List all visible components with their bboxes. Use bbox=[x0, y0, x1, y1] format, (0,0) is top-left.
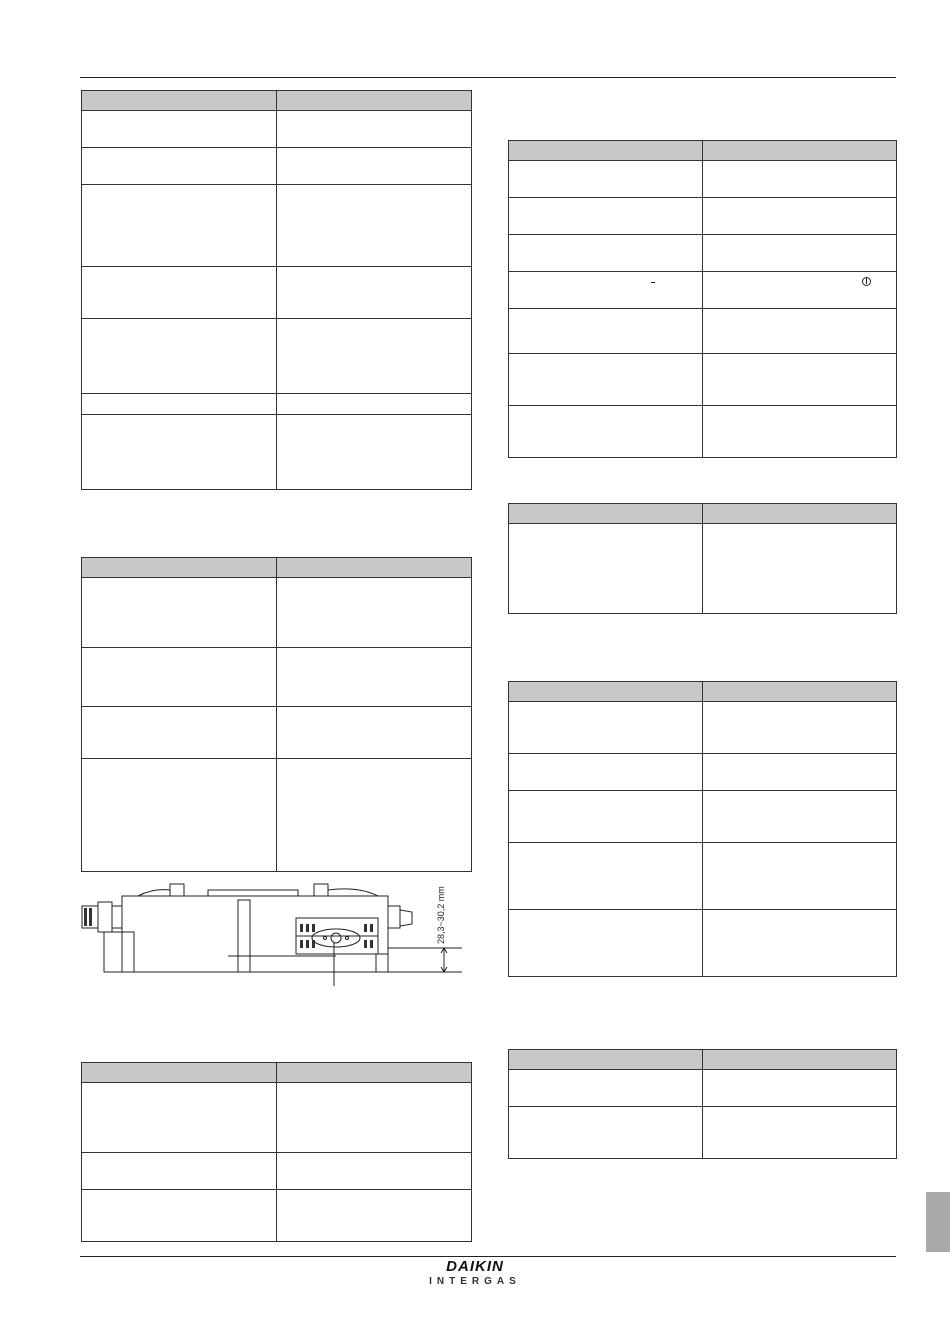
table-header-row bbox=[509, 682, 897, 702]
table-row bbox=[82, 707, 472, 759]
table-left-2 bbox=[81, 557, 472, 872]
table-left-3 bbox=[81, 1062, 472, 1242]
chapter-tab-marker bbox=[926, 1192, 950, 1252]
table-left-1 bbox=[81, 90, 472, 490]
dimension-label: 28,3~30,2 mm bbox=[436, 886, 446, 944]
table-header-row bbox=[82, 91, 472, 111]
table-row bbox=[82, 394, 472, 415]
table-right-4 bbox=[508, 1049, 897, 1159]
brand-sub-text: INTERGAS bbox=[429, 1276, 521, 1287]
table-row bbox=[509, 198, 897, 235]
table-row bbox=[82, 648, 472, 707]
table-row bbox=[82, 319, 472, 394]
table-row bbox=[82, 759, 472, 872]
table-row bbox=[509, 910, 897, 977]
table-header-row bbox=[509, 141, 897, 161]
brand-logo-text: DAIKIN bbox=[446, 1258, 504, 1275]
table-right-1 bbox=[508, 140, 897, 458]
table-row bbox=[509, 791, 897, 843]
table-header-row bbox=[82, 1063, 472, 1083]
table-header-row bbox=[82, 558, 472, 578]
table-row bbox=[82, 578, 472, 648]
table-row bbox=[509, 354, 897, 406]
table-row bbox=[509, 524, 897, 614]
table-row bbox=[509, 161, 897, 198]
table-row bbox=[82, 1153, 472, 1190]
footer-rule bbox=[80, 1256, 896, 1257]
table-row bbox=[509, 235, 897, 272]
table-row bbox=[509, 702, 897, 754]
table-row bbox=[509, 1107, 897, 1159]
dash-mark bbox=[651, 282, 655, 283]
table-right-2 bbox=[508, 503, 897, 614]
table-row bbox=[509, 754, 897, 791]
table-row bbox=[509, 843, 897, 910]
table-row bbox=[82, 111, 472, 148]
footer-logo bbox=[400, 1258, 550, 1287]
table-row bbox=[509, 272, 897, 309]
table-row bbox=[82, 267, 472, 319]
table-row bbox=[82, 185, 472, 267]
table-header-row bbox=[509, 1050, 897, 1070]
table-header-row bbox=[509, 504, 897, 524]
table-row bbox=[82, 148, 472, 185]
table-row bbox=[509, 406, 897, 458]
table-row bbox=[82, 1190, 472, 1242]
valve-drawing bbox=[78, 876, 468, 996]
table-right-3 bbox=[508, 681, 897, 977]
header-rule bbox=[80, 77, 896, 78]
table-row bbox=[82, 415, 472, 490]
valve-side-view-figure bbox=[78, 876, 468, 1001]
table-row bbox=[509, 309, 897, 354]
table-row bbox=[82, 1083, 472, 1153]
table-row bbox=[509, 1070, 897, 1107]
